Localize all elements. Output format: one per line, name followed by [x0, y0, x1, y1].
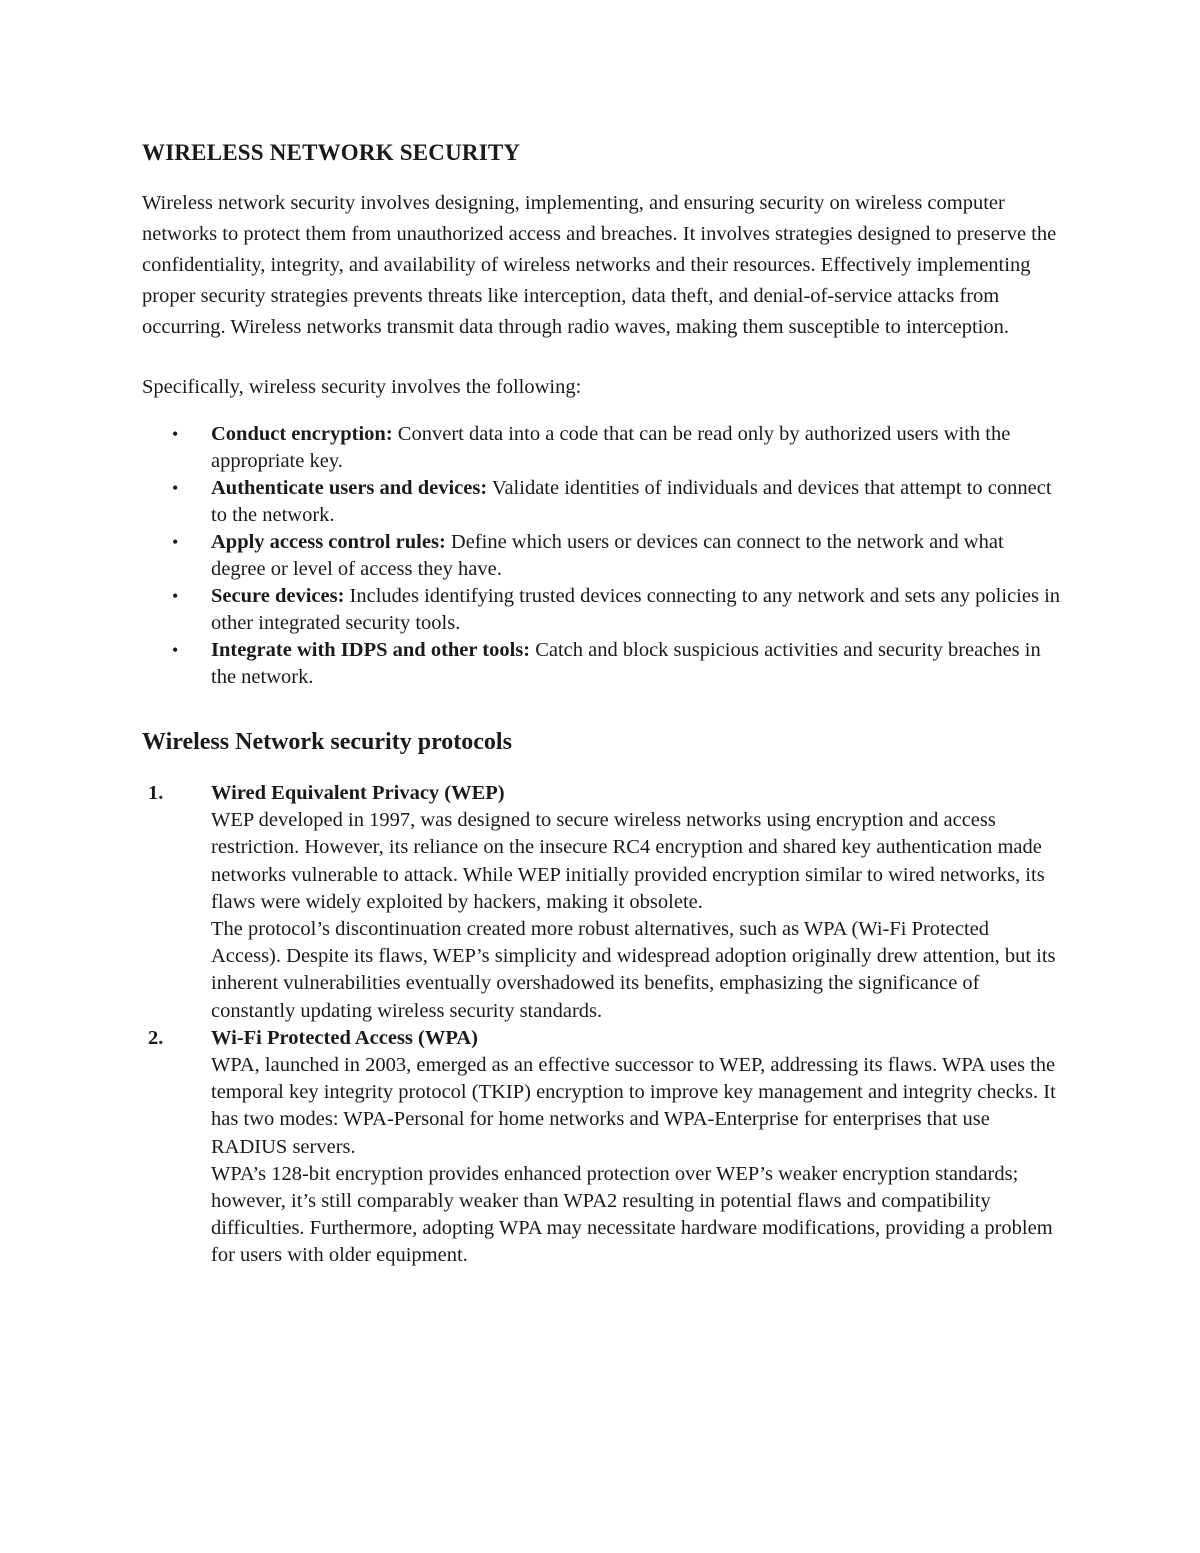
intro-paragraph: Wireless network security involves designing, implementing, and ensuring security on wireless computer networks to protect them from unauthorized access and breaches. It involves strategies designed to preserve the confidentiality, integrity, and availability of wireless networks and their resources. Effectively implementing proper security strategies prevents threats like interception, data theft, and denial-of-service attacks from occurring. Wireless networks transmit data through radio waves, making them susceptible to interception. — [142, 192, 1057, 338]
bullet-icon: • — [172, 478, 179, 498]
section-heading: Wireless Network security protocols — [142, 729, 512, 755]
bullet-icon: • — [172, 586, 179, 606]
bullet-text: Validate identities of individuals and devices that attempt to connect to the network. — [211, 477, 1052, 526]
bullet-term: Secure devices: — [211, 585, 345, 607]
bullet-term: Conduct encryption: — [211, 423, 393, 445]
list-item — [142, 421, 1062, 475]
protocol-paragraph: WPA, launched in 2003, emerged as an effective successor to WEP, addressing its flaws. WPA uses the temporal key integrity protocol (TKIP) encryption to improve key management and integrity checks. It has two modes: WPA-Personal for home networks and WPA-Enterprise for enterprises that use RADIUS servers. — [211, 1054, 1056, 1158]
list-item — [142, 583, 1062, 637]
bullet-icon: • — [172, 532, 179, 552]
protocol-paragraph: WEP developed in 1997, was designed to secure wireless networks using encryption and access restriction. However, its reliance on the insecure RC4 encryption and shared key authentication made networks vulnerable to attack. While WEP initially provided encryption similar to wired networks, its flaws were widely exploited by hackers, making it obsolete. — [211, 809, 1045, 913]
protocol-item-wep — [142, 780, 1062, 1025]
document-title: WIRELESS NETWORK SECURITY — [142, 140, 521, 165]
list-item — [142, 637, 1062, 691]
bullet-text: Catch and block suspicious activities and security breaches in the network. — [211, 639, 1041, 688]
bullet-text: Define which users or devices can connect to the network and what degree or level of access they have. — [211, 531, 1004, 580]
bullet-icon: • — [172, 640, 179, 660]
list-item — [142, 529, 1062, 583]
bullet-term: Apply access control rules: — [211, 531, 446, 553]
bullet-text: Includes identifying trusted devices connecting to any network and sets any policies in other integrated security tools. — [211, 585, 1061, 634]
protocol-title: Wired Equivalent Privacy (WEP) — [211, 782, 505, 804]
protocol-paragraph: The protocol’s discontinuation created more robust alternatives, such as WPA (Wi-Fi Protected Access). Despite its flaws, WEP’s simplicity and widespread adoption originally drew attention, but its inherent vulnerabilities eventually overshadowed its benefits, emphasizing the significance of constantly updating wireless security standards. — [211, 918, 1056, 1022]
protocol-number: 2. — [148, 1026, 164, 1049]
protocol-paragraph: WPA’s 128-bit encryption provides enhanced protection over WEP’s weaker encryption standards; however, it’s still comparably weaker than WPA2 resulting in potential flaws and compatibility difficulties. Furthermore, adopting WPA may necessitate hardware modifications, providing a problem for users with older equipment. — [211, 1162, 1053, 1267]
lead-paragraph: Specifically, wireless security involves the following: — [142, 376, 582, 398]
security-bullet-list — [142, 421, 1062, 691]
bullet-term: Authenticate users and devices: — [211, 477, 488, 499]
bullet-term: Integrate with IDPS and other tools: — [211, 639, 531, 661]
document-page — [142, 140, 1062, 1270]
protocol-item-wpa — [142, 1025, 1062, 1270]
protocol-number: 1. — [148, 782, 164, 804]
protocol-title: Wi-Fi Protected Access (WPA) — [211, 1026, 478, 1049]
bullet-text: Convert data into a code that can be read only by authorized users with the appropriate key. — [211, 423, 1011, 472]
list-item — [142, 475, 1062, 529]
protocol-list — [142, 780, 1062, 1270]
bullet-icon: • — [172, 424, 179, 444]
